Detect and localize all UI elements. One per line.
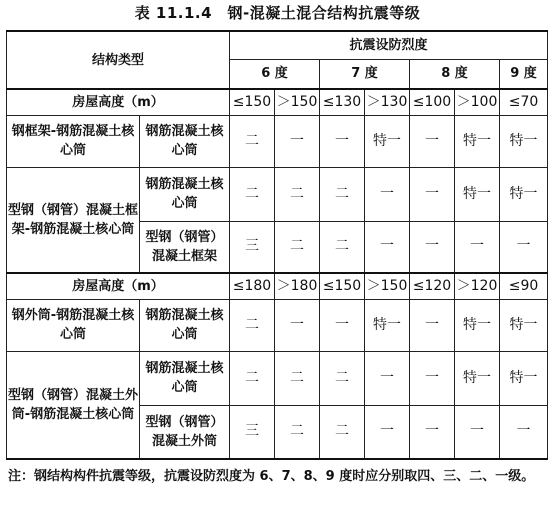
grade-cell: 一 — [500, 221, 548, 273]
header-degree-8: 8 度 — [410, 59, 500, 89]
grade-cell: 一 — [275, 115, 320, 167]
grade-cell: 二 — [230, 351, 275, 405]
height-limit: ≤120 — [410, 273, 455, 299]
grade-cell: 一 — [320, 299, 365, 351]
table-note: 注：钢结构构件抗震等级，抗震设防烈度为 6、7、8、9 度时应分别取四、三、二、一级。 — [8, 469, 535, 484]
grade-cell: 一 — [365, 351, 410, 405]
grade-cell: 特一 — [365, 299, 410, 351]
grade-cell: 二 — [230, 299, 275, 351]
component-name: 钢筋混凝土核心筒 — [140, 351, 230, 405]
grade-cell: 二 — [320, 167, 365, 221]
grade-cell: 一 — [320, 115, 365, 167]
height-limit: ＞120 — [455, 273, 500, 299]
grade-cell: 一 — [410, 299, 455, 351]
height-limit: ＞180 — [275, 273, 320, 299]
component-name: 型钢（钢管）混凝土框架 — [140, 221, 230, 273]
height-limit: ≤150 — [320, 273, 365, 299]
grade-cell: 一 — [500, 405, 548, 459]
header-intensity: 抗震设防烈度 — [230, 31, 548, 59]
seismic-grade-table — [6, 30, 548, 460]
grade-cell: 二 — [320, 221, 365, 273]
grade-cell: 二 — [230, 115, 275, 167]
table-title: 表 11.1.4 钢-混凝土混合结构抗震等级 — [134, 4, 421, 22]
grade-cell: 特一 — [365, 115, 410, 167]
height-label: 房屋高度（m） — [7, 273, 230, 299]
component-name: 钢筋混凝土核心筒 — [140, 299, 230, 351]
header-degree-7: 7 度 — [320, 59, 410, 89]
height-label: 房屋高度（m） — [7, 89, 230, 115]
grade-cell: 特一 — [455, 115, 500, 167]
height-limit: ＞150 — [365, 273, 410, 299]
grade-cell: 二 — [275, 167, 320, 221]
grade-cell: 特一 — [455, 167, 500, 221]
height-limit: ≤70 — [500, 89, 548, 115]
structure-system-name: 型钢（钢管）混凝土外筒-钢筋混凝土核心筒 — [7, 351, 140, 459]
grade-cell: 二 — [275, 351, 320, 405]
grade-cell: 一 — [455, 221, 500, 273]
grade-cell: 一 — [365, 167, 410, 221]
grade-cell: 二 — [320, 351, 365, 405]
grade-cell: 二 — [320, 405, 365, 459]
grade-cell: 特一 — [500, 167, 548, 221]
height-limit: ＞150 — [275, 89, 320, 115]
structure-system-name: 钢外筒-钢筋混凝土核心筒 — [7, 299, 140, 351]
grade-cell: 特一 — [455, 351, 500, 405]
height-limit: ≤100 — [410, 89, 455, 115]
grade-cell: 二 — [230, 167, 275, 221]
header-structure-type: 结构类型 — [7, 31, 230, 89]
height-limit: ＞130 — [365, 89, 410, 115]
grade-cell: 二 — [275, 221, 320, 273]
header-degree-9: 9 度 — [500, 59, 548, 89]
height-limit: ≤90 — [500, 273, 548, 299]
structure-system-name: 型钢（钢管）混凝土框架-钢筋混凝土核心筒 — [7, 167, 140, 273]
grade-cell: 一 — [455, 405, 500, 459]
grade-cell: 一 — [365, 221, 410, 273]
height-limit: ≤180 — [230, 273, 275, 299]
grade-cell: 一 — [410, 167, 455, 221]
grade-cell: 三 — [230, 405, 275, 459]
grade-cell: 二 — [275, 405, 320, 459]
grade-cell: 特一 — [500, 299, 548, 351]
height-limit: ≤130 — [320, 89, 365, 115]
grade-cell: 一 — [410, 115, 455, 167]
grade-cell: 三 — [230, 221, 275, 273]
grade-cell: 一 — [365, 405, 410, 459]
grade-cell: 特一 — [455, 299, 500, 351]
grade-cell: 一 — [275, 299, 320, 351]
component-name: 型钢（钢管）混凝土外筒 — [140, 405, 230, 459]
header-degree-6: 6 度 — [230, 59, 320, 89]
grade-cell: 一 — [410, 351, 455, 405]
grade-cell: 特一 — [500, 351, 548, 405]
height-limit: ＞100 — [455, 89, 500, 115]
grade-cell: 一 — [410, 405, 455, 459]
grade-cell: 特一 — [500, 115, 548, 167]
height-limit: ≤150 — [230, 89, 275, 115]
structure-system-name: 钢框架-钢筋混凝土核心筒 — [7, 115, 140, 167]
grade-cell: 一 — [410, 221, 455, 273]
component-name: 钢筋混凝土核心筒 — [140, 115, 230, 167]
component-name: 钢筋混凝土核心筒 — [140, 167, 230, 221]
